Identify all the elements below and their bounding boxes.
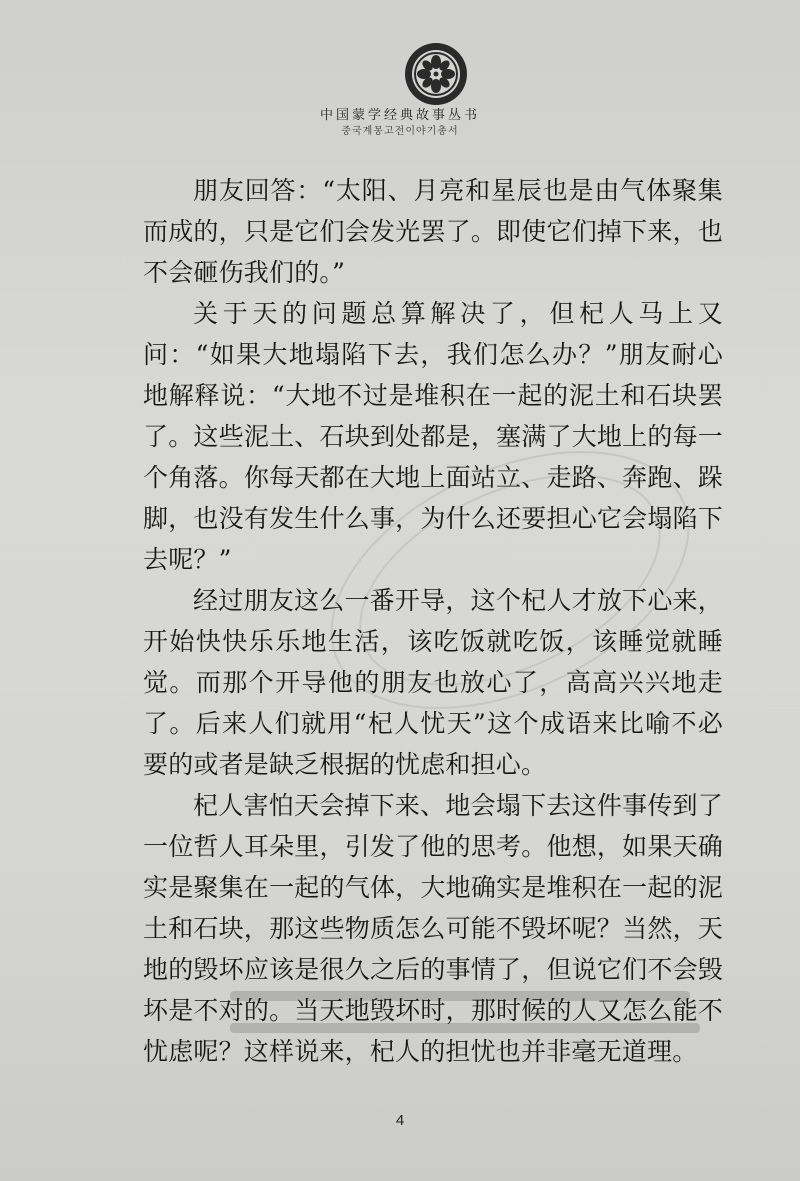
paragraph: 杞人害怕天会掉下来、地会塌下去这件事传到了一位哲人耳朵里，引发了他的思考。他想，如果天确实是聚集在一起的气体，大地确实是堆积在一起的泥土和石块，那这些物质怎么可能不毁坏呢？当然，天地的毁坏应该是很久之后的事情了，但说它们不会毁坏是不对的。当天地毁坏时，那时候的人又怎么能不忧虑呢？这样说来，杞人的担忧也并非毫无道理。: [143, 791, 723, 1066]
paragraph: 朋友回答：“太阳、月亮和星辰也是由气体聚集而成的，只是它们会发光罢了。即使它们掉下来，也不会砸伤我们的。”: [143, 176, 723, 287]
story-body: [143, 170, 723, 1072]
paragraph: 关于天的问题总算解决了，但杞人马上又问：“如果大地塌陷下去，我们怎么办？”朋友耐心地解释说：“大地不过是堆积在一起的泥土和石块罢了。这些泥土、石块到处都是，塞满了大地上的每一个角落。你每天都在大地上面站立、走路、奔跑、跺脚，也没有发生什么事，为什么还要担心它会塌陷下去呢？”: [143, 299, 723, 574]
bleed-through-text: [230, 985, 710, 1045]
series-subtitle: 중국계몽고전이야기총서: [341, 126, 459, 137]
round-seal-flower-logo: [402, 40, 470, 108]
series-title: 中国蒙学经典故事丛书: [319, 108, 480, 123]
paragraph: 经过朋友这么一番开导，这个杞人才放下心来，开始快快乐乐地生活，该吃饭就吃饭，该睡觉就睡觉。而那个开导他的朋友也放心了，高高兴兴地走了。后来人们就用“杞人忧天”这个成语来比喻不必要的或者是缺乏根据的忧虑和担心。: [143, 586, 723, 779]
page-number: 4: [395, 1112, 405, 1129]
